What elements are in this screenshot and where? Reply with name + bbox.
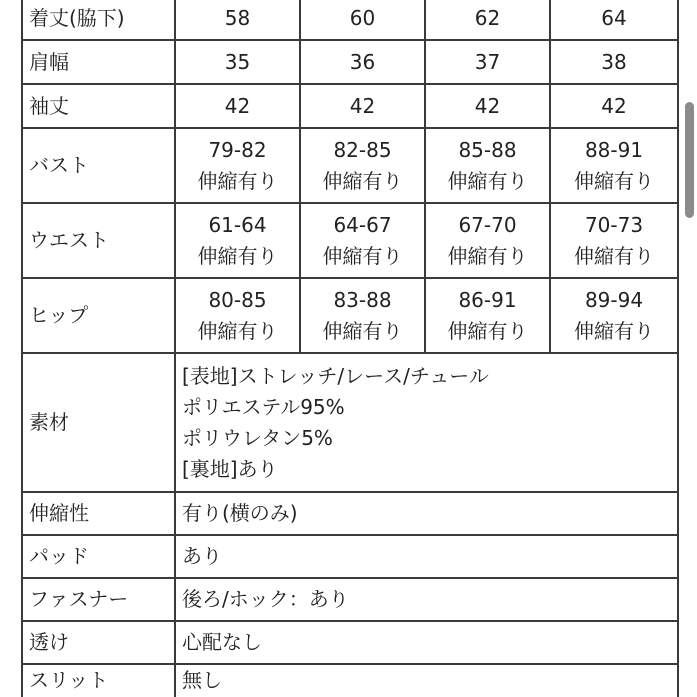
size-value: 58 [175,0,300,40]
row-label: 透け [22,621,175,664]
stretch-note: 伸縮有り [447,168,528,193]
size-range-cell [550,128,678,203]
size-range: 70-73 [584,212,644,237]
table-row-stretch [22,492,678,535]
row-label: 着丈(脇下) [22,0,175,40]
stretch-note: 伸縮有り [574,318,654,343]
row-label: スリット [22,664,175,697]
row-label: パッド [22,535,175,578]
size-range-cell [175,128,300,203]
table-row-bust [22,128,678,203]
material-line: ポリエステル95% [182,394,345,419]
table-row-slit [22,664,678,697]
size-range-cell [175,203,300,278]
row-value: 後ろ/ホック：あり [175,578,678,621]
material-detail-cell [175,353,678,492]
size-range-cell [425,203,550,278]
size-range-cell [425,278,550,353]
row-value: 無し [175,664,678,697]
row-value: 心配なし [175,621,678,664]
stretch-note: 伸縮有り [197,243,278,268]
size-range-cell [175,278,300,353]
size-range-cell [300,203,425,278]
size-range: 89-94 [584,287,644,312]
size-value: 37 [425,40,550,84]
size-range: 86-91 [458,287,517,312]
row-label: 肩幅 [22,40,175,84]
size-value: 62 [425,0,550,40]
size-value: 35 [175,40,300,84]
table-row-transparency [22,621,678,664]
size-value: 38 [550,40,678,84]
stretch-note: 伸縮有り [574,243,654,268]
table-row-pad [22,535,678,578]
material-line: [裏地]あり [182,456,278,481]
stretch-note: 伸縮有り [322,318,403,343]
size-range: 82-85 [333,137,392,162]
stretch-note: 伸縮有り [322,168,403,193]
stretch-note: 伸縮有り [447,318,528,343]
stretch-note: 伸縮有り [322,243,403,268]
size-range: 83-88 [333,287,392,312]
size-range: 79-82 [208,137,267,162]
size-range-cell [425,128,550,203]
row-value: あり [175,535,678,578]
row-label: 素材 [22,353,175,492]
size-range-cell [550,278,678,353]
size-value: 36 [300,40,425,84]
vertical-scrollbar[interactable] [685,102,694,230]
table-row-hip [22,278,678,353]
row-label: ファスナー [22,578,175,621]
size-value: 60 [300,0,425,40]
row-label: 伸縮性 [22,492,175,535]
row-label: ウエスト [22,203,175,278]
table-row-material [22,353,678,492]
size-range-cell [300,278,425,353]
stretch-note: 伸縮有り [197,168,278,193]
size-range: 61-64 [208,212,267,237]
material-line: ポリウレタン5% [182,425,333,450]
stretch-note: 伸縮有り [197,318,278,343]
size-value: 42 [550,84,678,128]
table-row-waist [22,203,678,278]
table-row-sleeve [22,84,678,128]
size-range: 67-70 [458,212,517,237]
size-value: 64 [550,0,678,40]
size-range-cell [550,203,678,278]
product-spec-table [21,0,679,697]
size-range: 80-85 [208,287,267,312]
size-value: 42 [175,84,300,128]
row-value: 有り(横のみ) [175,492,678,535]
size-value: 42 [300,84,425,128]
size-range: 85-88 [458,137,517,162]
table-row-fastener [22,578,678,621]
size-range: 88-91 [584,137,644,162]
size-value: 42 [425,84,550,128]
stretch-note: 伸縮有り [574,168,654,193]
size-range: 64-67 [333,212,392,237]
table-row-shoulder [22,40,678,84]
material-line: [表地]ストレッチ/レース/チュール [182,363,489,388]
scrollbar-thumb[interactable] [685,102,694,218]
size-range-cell [300,128,425,203]
row-label: バスト [22,128,175,203]
table-row-length [22,0,678,40]
stretch-note: 伸縮有り [447,243,528,268]
row-label: 袖丈 [22,84,175,128]
row-label: ヒップ [22,278,175,353]
